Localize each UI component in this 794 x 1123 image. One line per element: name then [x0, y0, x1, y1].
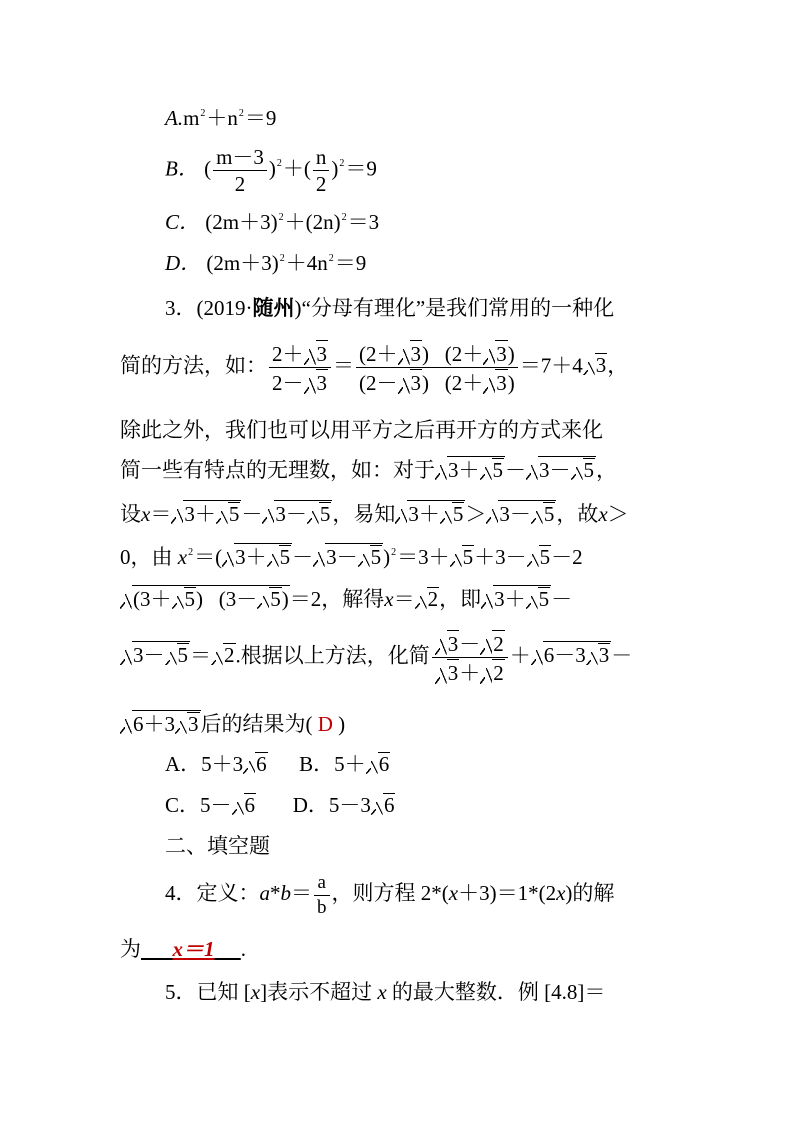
- q3-options-cd: C．5－ 6 D．5－3 6: [165, 793, 395, 817]
- q3-line3: 除此之外，我们也可以用平方之后再开方的方式来化: [120, 418, 603, 442]
- q3-line8: 3－ 5＝ 2.根据以上方法，化简 $\frac{3- 2}{3+ 2}$ ＋ 6－3 3－: [120, 630, 632, 685]
- fraction: $\frac{n}{2}$: [313, 145, 330, 196]
- section-heading: 二、填空题: [165, 834, 270, 858]
- fraction: $\frac{2+ 3}{2- 3}$: [269, 340, 331, 395]
- q3-line5: 设x＝ 3＋ 5－ 3－ 5，易知 3＋ 5＞ 3－ 5，故x＞: [120, 502, 629, 526]
- option-a: $A.m^2+n^2=9$: [165, 106, 277, 130]
- q4-answer: x＝1: [172, 937, 215, 961]
- q3-line9: 6＋3 3后的结果为( D ): [120, 710, 345, 735]
- fraction: $\frac{3- 2}{3+ 2}$: [432, 630, 508, 685]
- fraction: $\frac{(2+ 3) (2+ 3)}{(2- 3) (2+ 3)}$: [356, 340, 518, 395]
- option-c: C． $(2m+3)^2+(2n)^2=3$: [165, 210, 380, 234]
- q5-line1: 5．已知 [x]表示不超过 x 的最大整数．例 [4.8]＝: [165, 980, 606, 1004]
- q3-answer: D: [317, 712, 333, 736]
- option-b: B． ( $\frac{m-3}{2}$ )$^2$＋( $\frac{n}{2}$ )$^2$＝9: [165, 145, 377, 197]
- q4-line2: 为 x＝1 .: [120, 937, 246, 961]
- fraction: $\frac{a}{b}$: [314, 872, 330, 919]
- q3-line4: 简一些有特点的无理数，如：对于 3＋ 5－ 3－ 5，: [120, 458, 617, 482]
- q3-heading: 3．(2019·随州)“分母有理化”是我们常用的一种化: [165, 296, 615, 320]
- q3-line6: 0，由 $x^2=$( 3＋ 5－ 3－ 5)$^2$＝3＋ 5＋3－ 5－2: [120, 545, 583, 569]
- option-d: D． $(2m+3)^2+4n^2=9$: [165, 251, 367, 275]
- q3-line2: 简的方法，如： $\frac{2+ 3}{2- 3}$ ＝ $\frac{(2+ 3) (2+ 3)}{(2- 3) (2+ 3)}$ ＝7＋4 3，: [120, 342, 629, 396]
- fraction: $\frac{m-3}{2}$: [213, 145, 267, 196]
- q4-line1: 4．定义：a*b＝ $\frac{a}{b}$ ，则方程 2*(x＋3)＝1*(2x)的解: [165, 872, 615, 918]
- q3-options-ab: A．5＋3 6 B．5＋ 6: [165, 752, 390, 776]
- q3-line7: (3＋ 5) (3－ 5)＝2，解得x＝ 2，即 3＋ 5－: [120, 585, 572, 610]
